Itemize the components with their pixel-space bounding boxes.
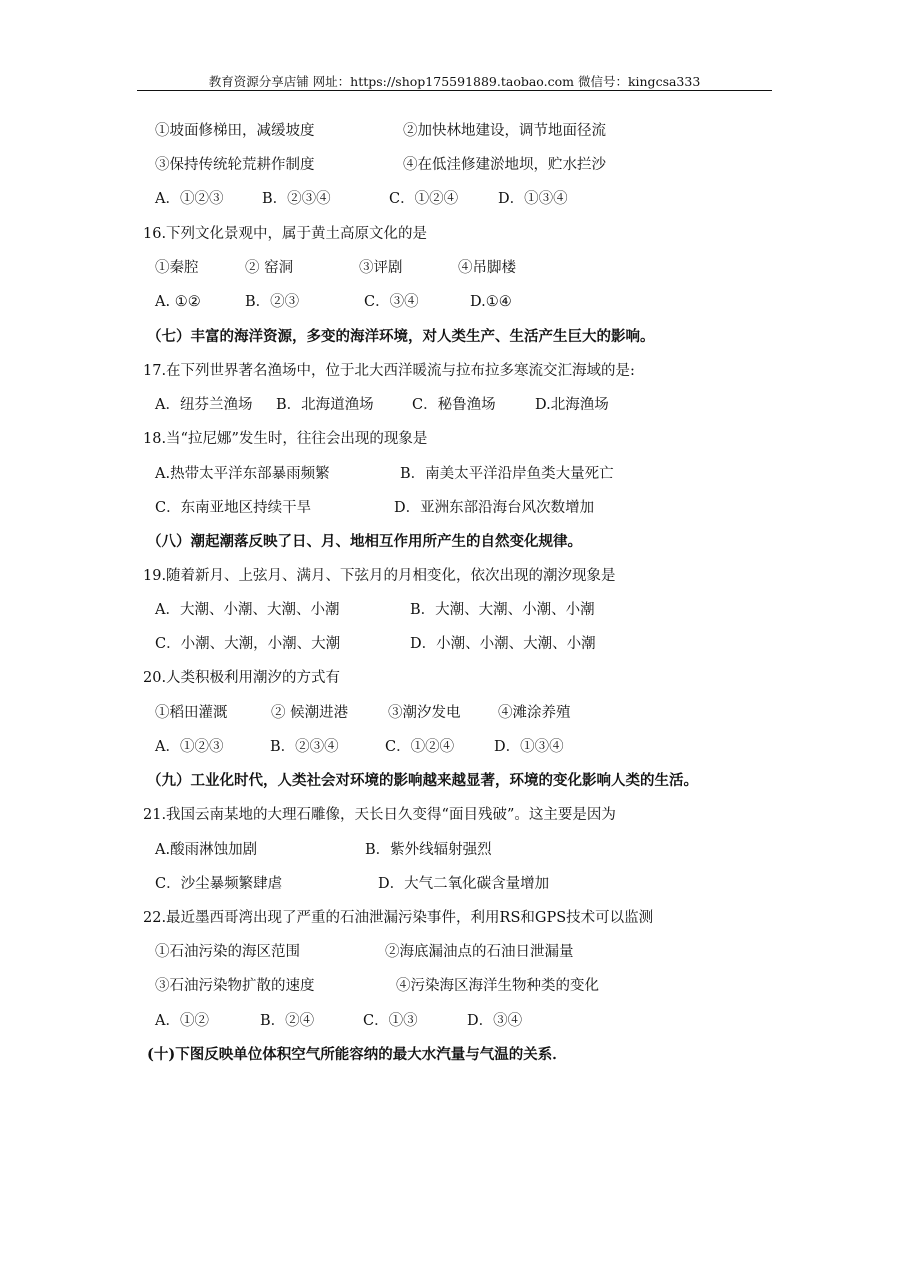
q20-item-1: ①稻田灌溉 [155,705,228,721]
q19-option-d: D．小潮、小潮、大潮、小潮 [410,636,596,652]
q15-option-c: C．①②④ [389,191,459,207]
q22-item-2: ②海底漏油点的石油日泄漏量 [385,944,574,960]
q17-stem: 17.在下列世界著名渔场中，位于北大西洋暖流与拉布拉多寒流交汇海域的是: [143,363,635,379]
section-10-heading: (十)下图反映单位体积空气所能容纳的最大水汽量与气温的关系． [147,1046,567,1063]
q16-option-d: D.①④ [470,294,512,310]
q16-item-3: ③评剧 [359,260,403,276]
q22-option-c: C．①③ [363,1013,418,1029]
q16-option-a: A. ①② [155,294,201,310]
q22-item-1: ①石油污染的海区范围 [155,944,300,960]
q19-option-b: B．大潮、大潮、小潮、小潮 [410,602,595,618]
q22-stem: 22.最近墨西哥湾出现了严重的石油泄漏污染事件，利用RS和GPS技术可以监测 [143,910,654,926]
q20-item-2: ② 候潮进港 [271,705,349,721]
q19-option-a: A．大潮、小潮、大潮、小潮 [155,602,340,618]
q15-item-4: ④在低洼修建淤地坝，贮水拦沙 [403,157,606,173]
q15-option-a: A．①②③ [155,191,224,207]
q20-option-c: C．①②④ [385,739,455,755]
q21-option-b: B．紫外线辐射强烈 [365,842,492,858]
q15-option-d: D．①③④ [498,191,568,207]
q18-option-b: B．南美太平洋沿岸鱼类大量死亡 [400,466,614,482]
q19-stem: 19.随着新月、上弦月、满月、下弦月的月相变化，依次出现的潮汐现象是 [143,568,616,584]
q22-option-d: D．③④ [467,1013,523,1029]
q18-option-a: A.热带太平洋东部暴雨频繁 [155,466,330,482]
q17-option-d: D.北海渔场 [535,397,609,413]
q17-option-b: B．北海道渔场 [276,397,374,413]
q20-option-a: A．①②③ [155,739,224,755]
header-rule [137,90,772,91]
q15-item-1: ①坡面修梯田，减缓坡度 [155,123,315,139]
q20-item-3: ③潮汐发电 [388,705,461,721]
page-header: 教育资源分享店铺 网址：https://shop175591889.taobao.com 微信号：kingcsa333 [208,74,701,89]
q21-option-a: A.酸雨淋蚀加剧 [155,842,258,858]
q17-option-c: C．秘鲁渔场 [412,397,496,413]
q15-option-b: B．②③④ [262,191,331,207]
q16-item-1: ①秦腔 [155,260,199,276]
q18-stem: 18.当“拉尼娜”发生时，往往会出现的现象是 [143,431,428,447]
q22-option-b: B．②④ [260,1013,315,1029]
q16-item-2: ② 窑洞 [245,260,294,276]
q16-item-4: ④吊脚楼 [458,260,516,276]
q16-option-b: B．②③ [245,294,300,310]
q20-item-4: ④滩涂养殖 [498,705,571,721]
q16-stem: 16.下列文化景观中，属于黄土高原文化的是 [143,226,428,242]
q16-option-c: C．③④ [364,294,419,310]
q18-option-d: D．亚洲东部沿海台风次数增加 [394,500,595,516]
section-7-heading: （七）丰富的海洋资源，多变的海洋环境，对人类生产、生活产生巨大的影响。 [147,328,655,345]
q21-stem: 21.我国云南某地的大理石雕像，天长日久变得“面目残破”。这主要是因为 [143,807,616,823]
q21-option-c: C．沙尘暴频繁肆虐 [155,876,283,892]
q15-item-3: ③保持传统轮荒耕作制度 [155,157,315,173]
q22-option-a: A．①② [155,1013,209,1029]
q20-option-b: B．②③④ [270,739,339,755]
q20-stem: 20.人类积极利用潮汐的方式有 [143,670,341,686]
section-8-heading: （八）潮起潮落反映了日、月、地相互作用所产生的自然变化规律。 [147,533,582,550]
q22-item-4: ④污染海区海洋生物种类的变化 [396,978,599,994]
q18-option-c: C．东南亚地区持续干旱 [155,500,312,516]
q22-item-3: ③石油污染物扩散的速度 [155,978,315,994]
q15-item-2: ②加快林地建设，调节地面径流 [403,123,606,139]
q20-option-d: D．①③④ [494,739,564,755]
section-9-heading: （九）工业化时代，人类社会对环境的影响越来越显著，环境的变化影响人类的生活。 [147,772,698,789]
q21-option-d: D．大气二氧化碳含量增加 [378,876,550,892]
q17-option-a: A．纽芬兰渔场 [155,397,253,413]
q19-option-c: C．小潮、大潮，小潮、大潮 [155,636,341,652]
